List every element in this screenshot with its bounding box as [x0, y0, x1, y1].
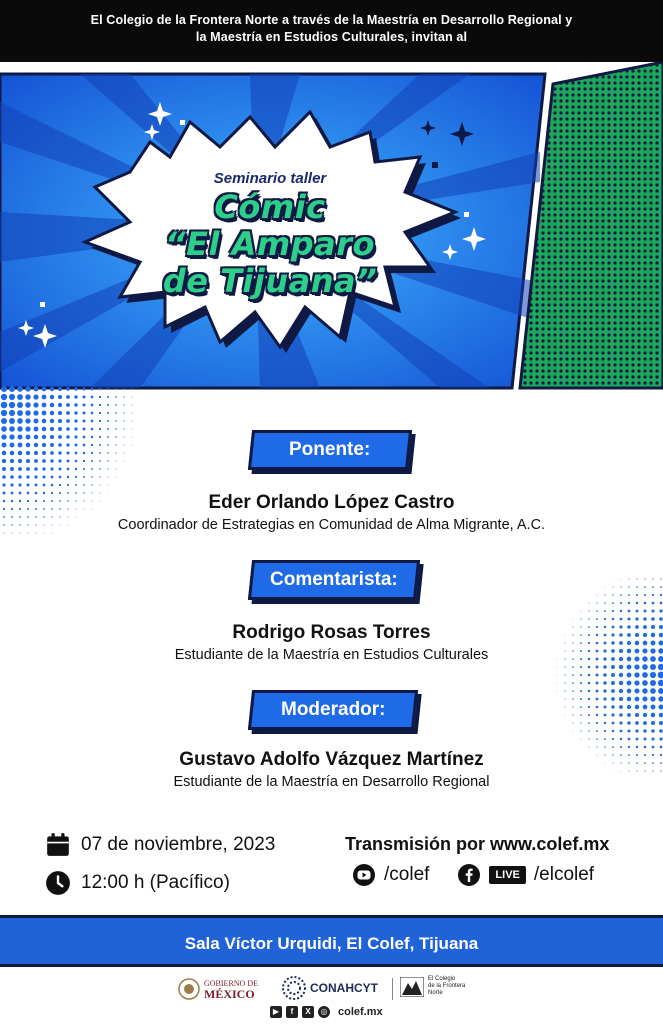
- youtube-small-icon[interactable]: ▶: [270, 1006, 282, 1018]
- invite-line-2: la Maestría en Estudios Culturales, invitan al: [195, 30, 468, 44]
- title-block: [120, 170, 420, 300]
- youtube-handle[interactable]: /colef: [384, 864, 430, 885]
- conahcyt-logo: [282, 976, 378, 1000]
- clock-icon: [45, 870, 71, 896]
- facebook-icon[interactable]: [457, 863, 481, 887]
- moderador-badge: [248, 690, 418, 730]
- comentarista-info: [0, 622, 663, 663]
- sponsor-logos: [0, 968, 663, 1024]
- youtube-icon[interactable]: [352, 863, 376, 887]
- venue-banner: [0, 915, 663, 967]
- colef-line1: El Colegio: [428, 976, 456, 982]
- footer-site[interactable]: colef.mx: [338, 1006, 383, 1018]
- conahcyt-name: CONAHCYT: [310, 981, 378, 995]
- event-time: 12:00 h (Pacífico): [81, 872, 230, 893]
- calendar-icon: [45, 832, 71, 858]
- x-small-icon[interactable]: X: [302, 1006, 314, 1018]
- header-banner: [0, 0, 663, 62]
- transmission-text: Transmisión por www.colef.mx: [345, 834, 610, 854]
- conahcyt-dots-icon: [282, 976, 306, 1000]
- ponente-badge: [248, 430, 412, 470]
- social-row: [352, 863, 594, 887]
- title-line-1: Cómic: [214, 188, 326, 226]
- date-row: [45, 832, 275, 858]
- gob-line2: MÉXICO: [204, 987, 255, 1001]
- event-subtitle: Seminario taller: [213, 170, 327, 187]
- comentarista-name: Rodrigo Rosas Torres: [232, 622, 431, 643]
- ponente-name: Eder Orlando López Castro: [208, 492, 455, 513]
- gob-line1: GOBIERNO DE: [204, 979, 258, 988]
- colef-mark-icon: [400, 977, 424, 997]
- moderador-info: [0, 749, 663, 790]
- ponente-role: Coordinador de Estrategias en Comunidad de Alma Migrante, A.C.: [117, 517, 546, 533]
- comentarista-role: Estudiante de la Maestría en Estudios Culturales: [174, 647, 489, 663]
- invite-line-1: El Colegio de la Frontera Norte a través de la Maestría en Desarrollo Regional y: [90, 13, 573, 27]
- time-row: [45, 870, 230, 896]
- colef-line2: de la Frontera: [428, 983, 466, 989]
- logo-divider: [392, 978, 393, 1000]
- colef-logo: [400, 976, 465, 997]
- live-badge: LIVE: [489, 866, 525, 884]
- halftone-dots-right: [553, 575, 663, 775]
- moderador-label: Moderador:: [280, 699, 386, 720]
- transmission-row: [345, 834, 609, 855]
- facebook-handle[interactable]: /elcolef: [533, 864, 595, 885]
- comentarista-label: Comentarista:: [270, 569, 398, 590]
- facebook-small-icon[interactable]: f: [286, 1006, 298, 1018]
- eagle-seal-icon: [178, 976, 200, 1002]
- ponente-info: [0, 492, 663, 533]
- ponente-label: Ponente:: [289, 439, 371, 460]
- hero-comic-panel: [0, 62, 663, 402]
- moderador-name: Gustavo Adolfo Vázquez Martínez: [179, 749, 484, 770]
- colef-line3: Norte: [428, 990, 443, 996]
- footer-social: [270, 1006, 383, 1018]
- comentarista-badge: [248, 560, 420, 600]
- title-line-3: de Tijuana”: [162, 262, 378, 300]
- moderador-role: Estudiante de la Maestría en Desarrollo Regional: [173, 774, 490, 790]
- instagram-small-icon[interactable]: ◎: [318, 1006, 330, 1018]
- gobierno-mexico-logo: [178, 976, 258, 1002]
- event-date: 07 de noviembre, 2023: [81, 834, 276, 855]
- title-line-2: “El Amparo: [165, 225, 375, 263]
- venue-text: Sala Víctor Urquidi, El Colef, Tijuana: [184, 934, 479, 953]
